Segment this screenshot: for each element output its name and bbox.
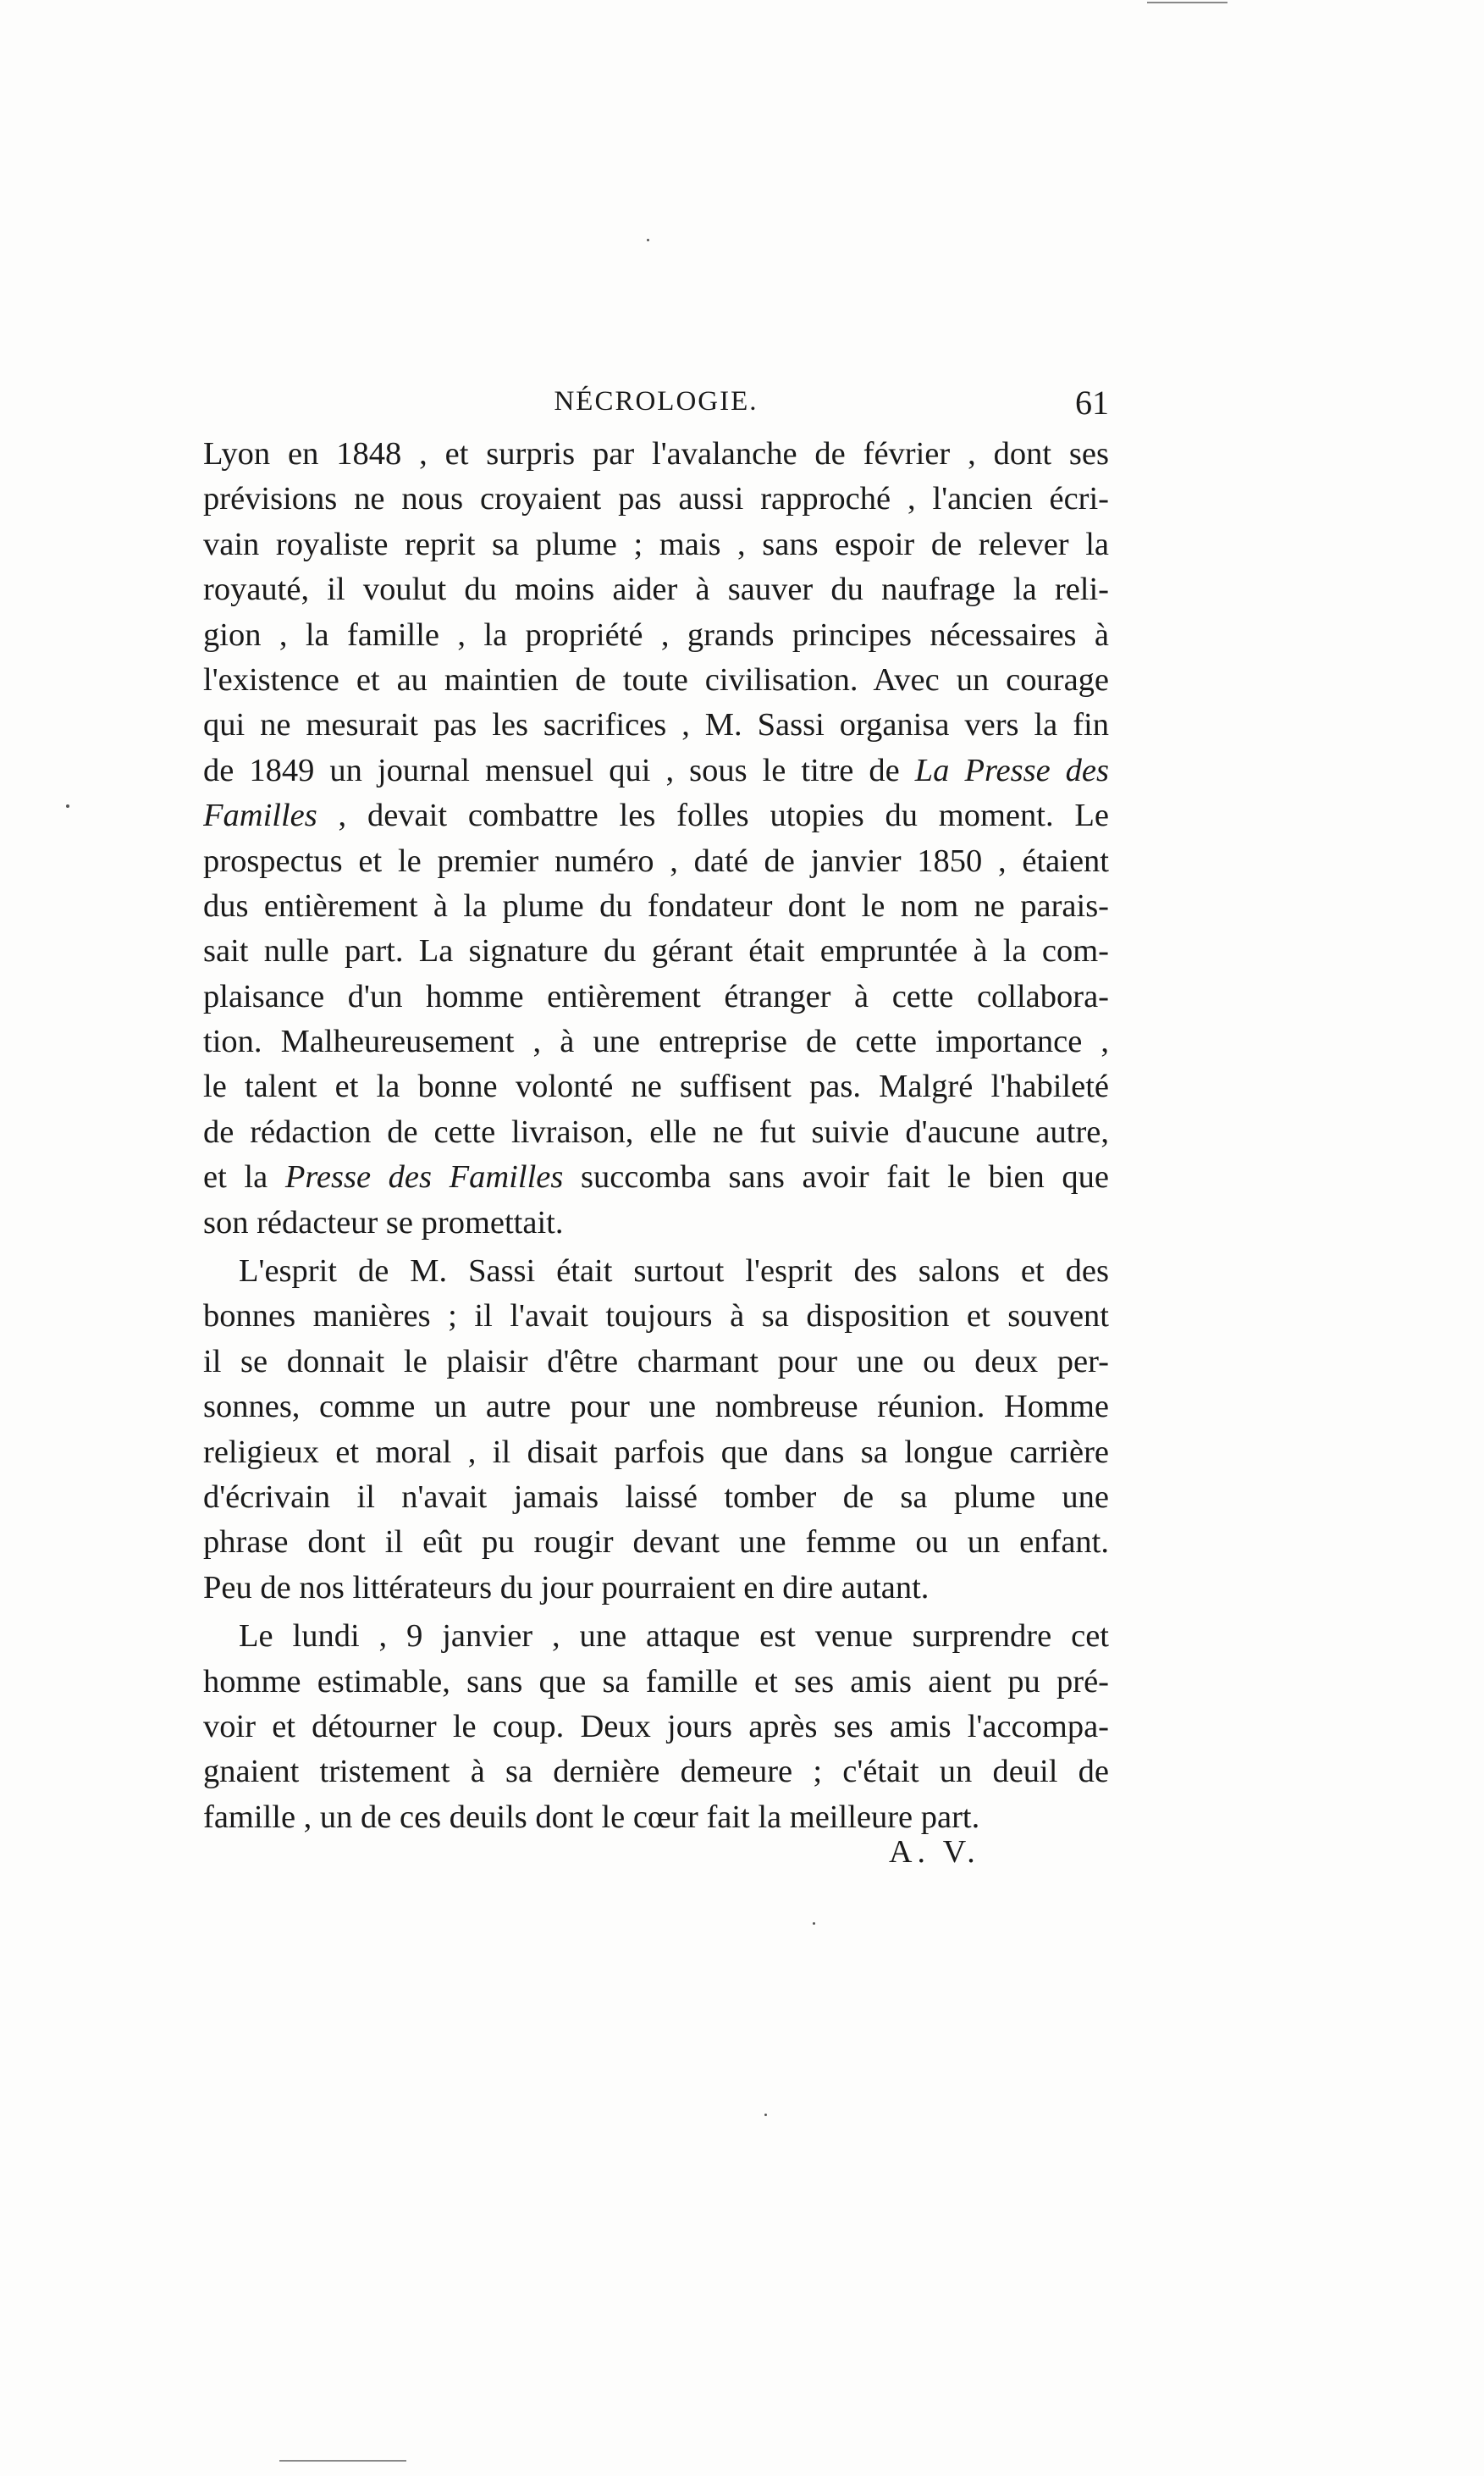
text-line: d'écrivain il n'avait jamais laissé tomber de sa plume une [203,1478,1109,1515]
text-line: phrase dont il eût pu rougir devant une femme ou un enfant. [203,1524,1109,1561]
text-line: gnaient tristement à sa dernière demeure ; c'était un deuil de [203,1754,1109,1790]
running-head [203,386,1109,428]
text-line: de rédaction de cette livraison, elle ne fut suivie d'aucune autre, [203,1114,1109,1150]
text-line: prospectus et le premier numéro , daté de janvier 1850 , étaient [203,843,1109,879]
text-line: prévisions ne nous croyaient pas aussi rapproché , l'ancien écri- [203,481,1109,517]
scan-speck [764,2114,767,2116]
section-title: NÉCROLOGIE. [554,386,759,417]
paragraph [203,1614,1109,1840]
text-line: il se donnait le plaisir d'être charmant pour une ou deux per- [203,1343,1109,1379]
paragraph [203,1249,1109,1611]
text-line: royauté, il voulut du moins aider à sauver du naufrage la reli- [203,572,1109,608]
text-line: dus entièrement à la plume du fondateur dont le nom ne parais- [203,887,1109,924]
text-line: plaisance d'un homme entièrement étranger à cette collabora- [203,978,1109,1014]
text-line: qui ne mesurait pas les sacrifices , M. Sassi organisa vers la fin [203,707,1109,743]
text-line: religieux et moral , il disait parfois que dans sa longue carrière [203,1434,1109,1470]
scan-speck [813,1922,815,1925]
text-line: Le lundi , 9 janvier , une attaque est venue surprendre cet [239,1618,1109,1655]
text-line: vain royaliste reprit sa plume ; mais , sans espoir de relever la [203,526,1109,562]
text-line: bonnes manières ; il l'avait toujours à sa disposition et souvent [203,1298,1109,1335]
author-signature: A. V. [889,1834,980,1870]
scan-speck [66,804,69,808]
scan-artifact-bottom-rule [279,2460,406,2462]
text-line: L'esprit de M. Sassi était surtout l'esprit des salons et des [239,1253,1109,1290]
body-text [203,432,1109,1840]
text-line: sonnes, comme un autre pour une nombreuse réunion. Homme [203,1389,1109,1425]
text-line: tion. Malheureusement , à une entreprise de cette importance , [203,1024,1109,1060]
text-line: de 1849 un journal mensuel qui , sous le titre de La Presse des [203,752,1109,788]
paragraph [203,432,1109,1246]
scan-speck [647,239,649,241]
text-line: sait nulle part. La signature du gérant était empruntée à la com- [203,933,1109,970]
text-line: le talent et la bonne volonté ne suffisent pas. Malgré l'habileté [203,1069,1109,1105]
text-line: famille , un de ces deuils dont le cœur fait la meilleure part. [203,1799,980,1835]
text-line: Familles , devait combattre les folles utopies du moment. Le [203,798,1109,834]
text-line: et la Presse des Familles succomba sans avoir fait le bien que [203,1159,1109,1196]
text-line: son rédacteur se promettait. [203,1204,564,1241]
text-line: gion , la famille , la propriété , grands principes nécessaires à [203,616,1109,653]
text-line: Peu de nos littérateurs du jour pourraient en dire autant. [203,1569,930,1606]
text-line: homme estimable, sans que sa famille et ses amis aient pu pré- [203,1663,1109,1699]
scan-artifact-top-rule [1147,2,1227,3]
text-line: Lyon en 1848 , et surpris par l'avalanche de février , dont ses [203,436,1109,472]
page-number: 61 [1075,384,1109,422]
text-line: voir et détourner le coup. Deux jours après ses amis l'accompa- [203,1708,1109,1744]
text-line: l'existence et au maintien de toute civilisation. Avec un courage [203,661,1109,698]
